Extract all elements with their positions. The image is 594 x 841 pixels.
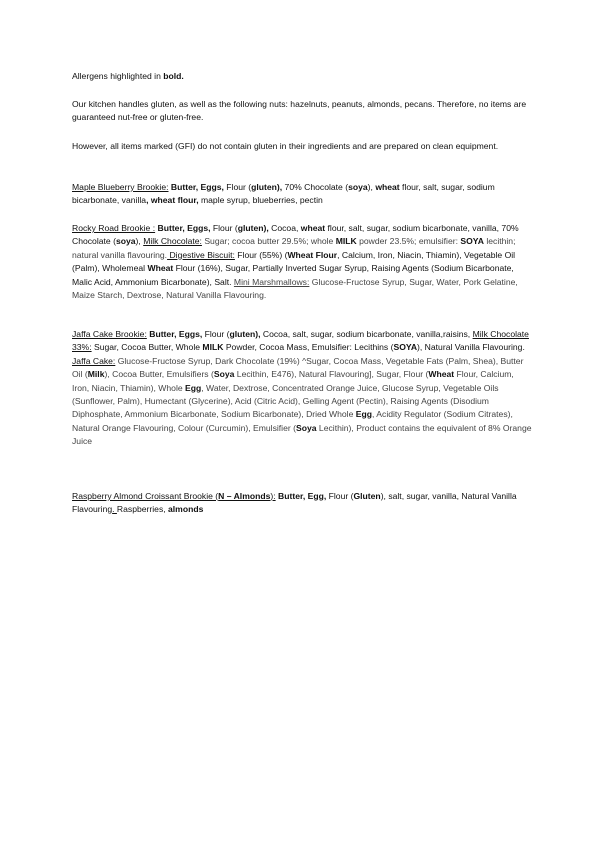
allergen-bold: Wheat: [147, 263, 174, 274]
text-run: Flour (55%) (: [234, 249, 288, 260]
text-run: Cocoa,: [268, 223, 301, 233]
text-run: maple syrup, blueberries, pectin: [198, 195, 323, 206]
allergen-bold: wheat: [375, 182, 400, 192]
product-title: Jaffa Cake Brookie:: [72, 329, 147, 339]
allergen-bold: Butter, Eggs,: [149, 329, 203, 339]
text-run: flour, salt, sugar, sodium bicarbonate, vanilla: [72, 182, 495, 206]
text-run: Sugar; cocoa butter 29.5%; whole: [201, 236, 336, 247]
allergen-bold: Wheat Flour: [287, 249, 338, 260]
text-run: flour, salt, sugar, sodium bicarbonate, vanilla, 70% Chocolate (: [72, 223, 519, 247]
allergen-bold: Butter, Egg,: [278, 491, 327, 501]
allergen-bold: , wheat flour,: [146, 195, 199, 206]
text-run: 70% Chocolate (: [282, 182, 349, 192]
allergen-bold: gluten),: [229, 329, 261, 339]
text-run: Allergens highlighted in: [72, 71, 164, 81]
allergen-bold: soya: [115, 236, 136, 247]
text-run: Lecithin, E476), Natural Flavouring], Sugar, Flour (: [234, 369, 429, 380]
allergen-bold: N – Almonds: [218, 491, 271, 501]
product-raspberry-almond: [72, 490, 532, 517]
ingredient-heading: Jaffa Cake:: [72, 355, 116, 366]
text-run: Glucose-Fructose Syrup, Dark Chocolate (19%) ^Sugar, Cocoa Mass, Vegetable Fats (Palm, Shea), Butter Oil (: [72, 355, 524, 380]
product-title: Rocky Road Brookie :: [72, 223, 156, 233]
allergen-bold: Milk: [87, 369, 105, 380]
product-title: Raspberry Almond Croissant Brookie (: [72, 491, 219, 501]
text-run: Flour (: [202, 329, 230, 339]
product-jaffa-cake: [72, 328, 532, 449]
text-run: Sugar, Cocoa Butter, Whole: [91, 342, 203, 353]
product-title: Maple Blueberry Brookie:: [72, 182, 169, 192]
text-run: Flour, Calcium, Iron, Niacin, Thiamin), Whole: [72, 369, 514, 393]
allergen-bold: MILK: [202, 342, 224, 353]
allergen-bold: Soya: [296, 422, 317, 433]
gfi-note: However, all items marked (GFI) do not contain gluten in their ingredients and are prepared on clean equipment.: [72, 141, 499, 151]
text-run: ), Natural Vanilla Flavouring.: [417, 342, 525, 353]
ingredient-heading: Milk Chocolate:: [143, 236, 202, 247]
text-run: ),: [135, 236, 144, 247]
text-run: lecithin; natural vanilla flavouring.: [72, 236, 516, 260]
allergen-bold: Egg: [185, 382, 202, 393]
text-run: , Water, Dextrose, Concentrated Orange Juice, Glucose Syrup, Vegetable Oils (Sunflower, Palm), Humectant (Glycerine), Acid (Citric Acid), Gelling Agent (Pectin), Raising Agents (Disodium Diphosphate, Ammonium Bicarbonate, Sodium Bicarbonate), Dried Whole: [72, 382, 499, 420]
ingredient-heading: Mini Marshmallows:: [233, 276, 310, 287]
text-run: ), Cocoa Butter, Emulsifiers (: [104, 369, 214, 380]
text-run: , Acidity Regulator (Sodium Citrates), Natural Orange Flavouring, Colour (Curcumin), Emulsifier (: [72, 409, 513, 433]
text-run: ),: [367, 182, 376, 192]
allergen-bold: gluten),: [237, 223, 269, 233]
text-run: powder 23.5%; emulsifier:: [356, 236, 461, 247]
allergen-bold: SOYA: [393, 342, 418, 353]
allergen-bold: SOYA: [460, 236, 484, 247]
allergen-bold: Soya: [213, 369, 235, 380]
allergen-bold: almonds: [168, 504, 204, 515]
allergens-note: [72, 70, 532, 83]
text-run: ):: [270, 491, 276, 501]
allergen-bold: Butter, Eggs,: [170, 182, 224, 192]
ingredient-heading: Digestive Biscuit:: [167, 249, 235, 260]
allergen-bold: Gluten: [353, 491, 381, 501]
allergen-bold: MILK: [335, 236, 357, 247]
bold-run: bold.: [163, 71, 184, 81]
text-run: Flour (: [326, 491, 354, 501]
text-run: , Calcium, Iron, Niacin, Thiamin), Vegetable Oil (Palm), Wholemeal: [72, 249, 516, 274]
allergen-bold: soya: [348, 182, 368, 192]
text-run: Cocoa, salt, sugar, sodium bicarbonate, vanilla,raisins,: [260, 329, 473, 339]
text-run: Raspberries,: [116, 504, 169, 515]
product-rocky-road: [72, 222, 532, 302]
text-run: Flour (: [210, 223, 238, 233]
text-run: Lecithin), Product contains the equivalent of 8% Orange Juice: [72, 422, 532, 447]
allergen-bold: Butter, Eggs,: [157, 223, 211, 233]
text-run: .: [112, 504, 117, 515]
allergen-bold: wheat: [300, 223, 326, 233]
text-run: ), salt, sugar, vanilla, Natural Vanilla Flavouring: [72, 491, 517, 515]
text-run: Powder, Cocoa Mass, Emulsifier: Lecithins (: [223, 342, 394, 353]
text-run: Glucose-Fructose Syrup, Sugar, Water, Pork Gelatine, Maize Starch, Dextrose, Natural Vanilla Flavouring.: [72, 276, 518, 301]
allergen-bold: Egg: [355, 409, 372, 420]
kitchen-note: Our kitchen handles gluten, as well as the following nuts: hazelnuts, peanuts, almonds, pecans. Therefore, no items are guaranteed nut-free or gluten-free.: [72, 99, 527, 123]
allergen-bold: gluten),: [251, 182, 283, 192]
product-maple-blueberry: [72, 181, 532, 208]
text-run: Flour (: [223, 182, 252, 192]
allergen-bold: Wheat: [428, 369, 455, 380]
ingredient-heading: Milk Chocolate 33%:: [72, 329, 529, 353]
text-run: Flour (16%), Sugar, Partially Inverted Sugar Syrup, Raising Agents (Sodium Bicarbonate, Malic Acid, Ammonium Bicarbonate), Salt.: [72, 263, 514, 287]
